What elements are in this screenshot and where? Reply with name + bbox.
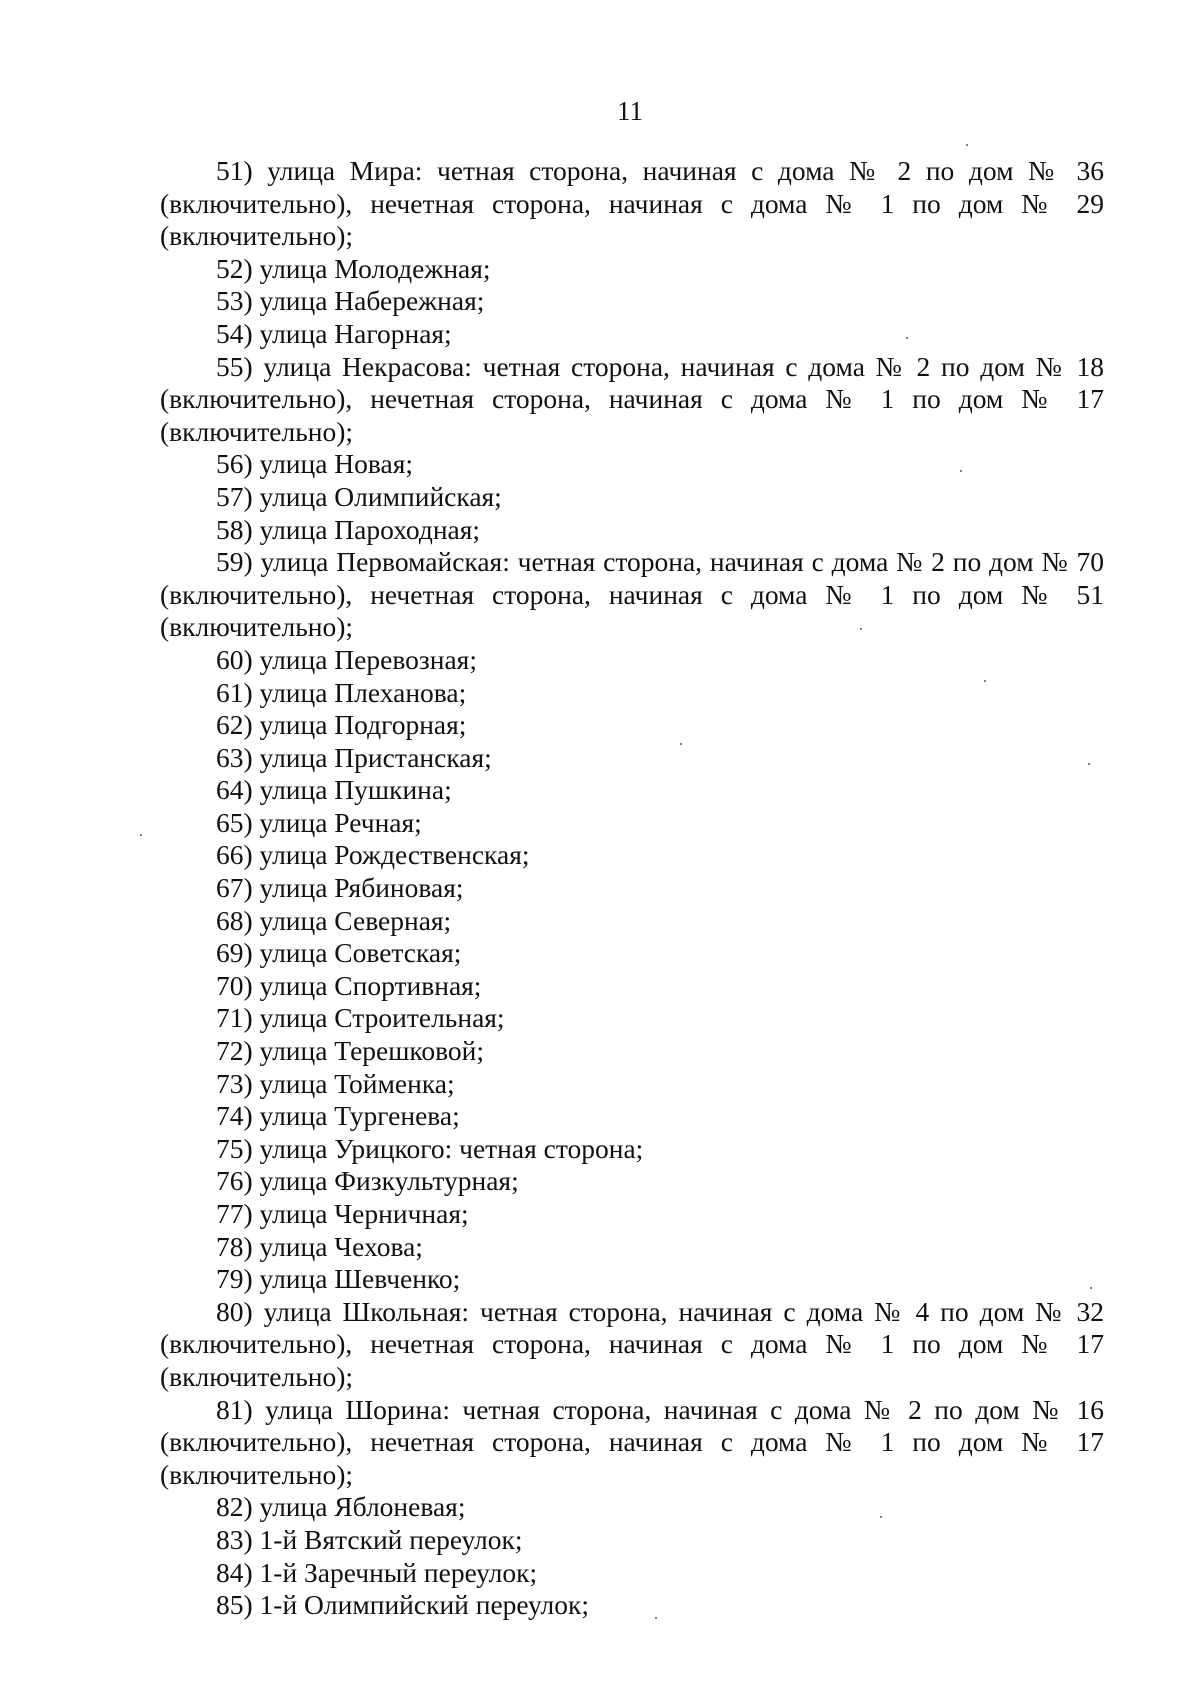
list-item: 55) улица Некрасова: четная сторона, начиная с дома № 2 по дом № 18 (включительно), нечетная сторона, начиная с дома № 1 по дом № 17 (включительно);	[160, 350, 1104, 447]
street-list	[160, 155, 1104, 1622]
list-item: 74) улица Тургенева;	[216, 1100, 460, 1132]
list-item: 53) улица Набережная;	[216, 285, 485, 317]
list-item: 75) улица Урицкого: четная сторона;	[216, 1132, 644, 1164]
list-item: 71) улица Строительная;	[216, 1002, 505, 1034]
list-item: 85) 1-й Олимпийский переулок;	[216, 1589, 589, 1621]
scan-speck	[655, 1617, 657, 1619]
list-item: 84) 1-й Заречный переулок;	[216, 1556, 538, 1588]
list-item: 58) улица Пароходная;	[216, 513, 481, 545]
list-item: 54) улица Нагорная;	[216, 317, 452, 349]
scan-speck	[1090, 1287, 1092, 1289]
list-item: 76) улица Физкультурная;	[216, 1165, 519, 1197]
list-item: 62) улица Подгорная;	[216, 709, 467, 741]
scan-speck	[140, 834, 142, 836]
list-item: 65) улица Речная;	[216, 806, 422, 838]
list-item: 72) улица Терешковой;	[216, 1035, 485, 1067]
scan-speck	[860, 628, 862, 630]
scan-speck	[966, 144, 968, 146]
list-item: 68) улица Северная;	[216, 904, 452, 936]
list-item: 83) 1-й Вятский переулок;	[216, 1523, 523, 1555]
list-item: 56) улица Новая;	[216, 448, 414, 480]
scan-speck	[960, 470, 962, 472]
scan-speck	[880, 1516, 882, 1518]
list-item: 51) улица Мира: четная сторона, начиная с дома № 2 по дом № 36 (включительно), нечетная сторона, начиная с дома № 1 по дом № 29 (включительно);	[160, 155, 1104, 252]
scan-speck	[906, 337, 908, 339]
list-item: 80) улица Школьная: четная сторона, начиная с дома № 4 по дом № 32 (включительно), нечетная сторона, начиная с дома № 1 по дом № 17 (включительно);	[160, 1295, 1104, 1392]
list-item: 77) улица Черничная;	[216, 1198, 469, 1229]
list-item: 59) улица Первомайская: четная сторона, начиная с дома № 2 по дом № 70 (включительно), нечетная сторона, начиная с дома № 1 по дом № 51 (включительно);	[160, 546, 1104, 643]
list-item: 69) улица Советская;	[216, 937, 462, 969]
list-item: 57) улица Олимпийская;	[216, 480, 502, 512]
list-item: 66) улица Рождественская;	[216, 839, 530, 871]
scan-speck	[984, 680, 986, 682]
list-item: 67) улица Рябиновая;	[216, 872, 464, 904]
list-item: 78) улица Чехова;	[216, 1230, 423, 1262]
list-item: 60) улица Перевозная;	[216, 643, 477, 675]
scan-speck	[680, 743, 682, 745]
list-item: 82) улица Яблоневая;	[216, 1491, 466, 1523]
list-item: 61) улица Плеханова;	[216, 676, 467, 708]
list-item: 70) улица Спортивная;	[216, 969, 482, 1001]
list-item: 79) улица Шевченко;	[216, 1263, 461, 1295]
scan-speck	[1088, 763, 1090, 765]
page-number: 11	[617, 96, 643, 126]
list-item: 73) улица Тойменка;	[216, 1067, 455, 1099]
list-item: 52) улица Молодежная;	[216, 252, 491, 284]
list-item: 81) улица Шорина: четная сторона, начиная с дома № 2 по дом № 16 (включительно), нечетная сторона, начиная с дома № 1 по дом № 17 (включительно);	[160, 1393, 1104, 1490]
list-item: 64) улица Пушкина;	[216, 774, 452, 806]
list-item: 63) улица Пристанская;	[216, 741, 492, 773]
